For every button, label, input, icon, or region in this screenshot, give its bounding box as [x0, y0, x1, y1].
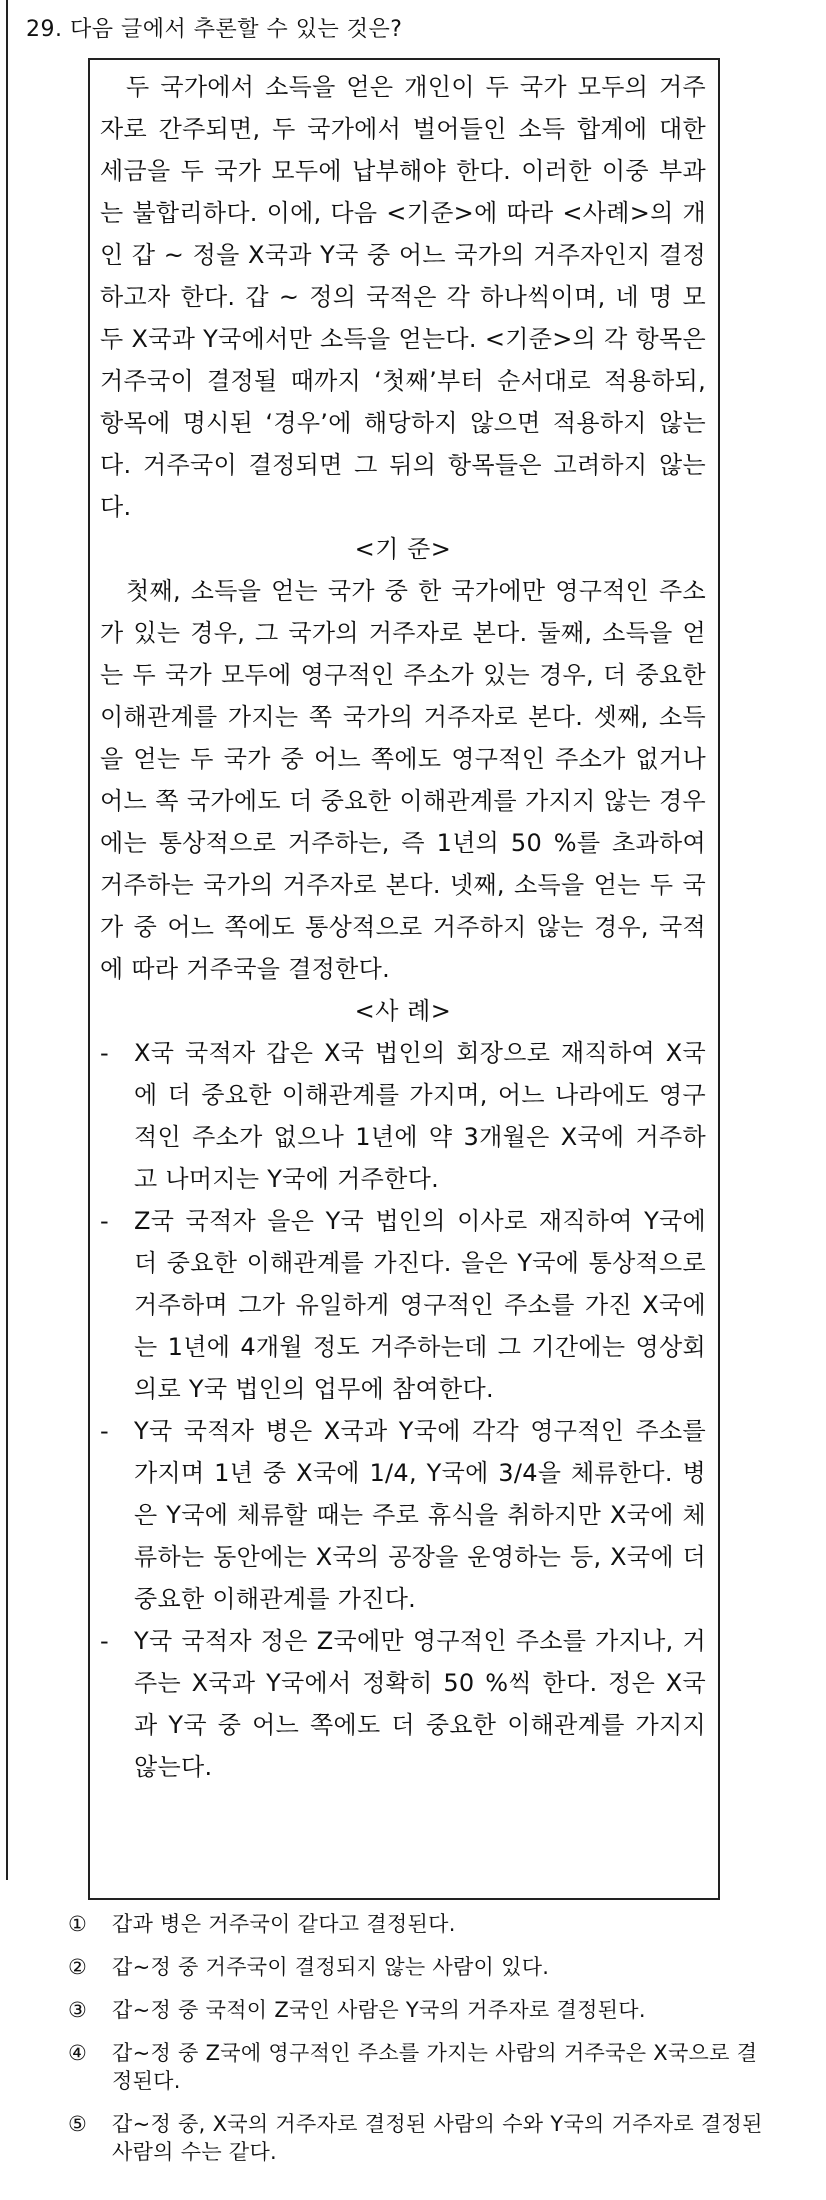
- left-margin-rule: [6, 0, 8, 1880]
- case-dash: -: [100, 1207, 109, 1235]
- choice-number: ③: [68, 1998, 88, 2022]
- case-item-gap: [100, 1032, 706, 1200]
- choice-text: 갑과 병은 거주국이 같다고 결정된다.: [112, 1912, 456, 1936]
- question-stem: 29. 다음 글에서 추론할 수 있는 것은?: [26, 17, 403, 42]
- case-dash: -: [100, 1627, 109, 1655]
- choice-text: 갑~정 중 Z국에 영구적인 주소를 가지는 사람의 거주국은 X국으로 결정된다.: [112, 2041, 758, 2093]
- criteria-title: <기 준>: [354, 535, 452, 563]
- cases-list: [100, 1032, 706, 1788]
- case-text: Y국 국적자 정은 Z국에만 영구적인 주소를 가지나, 거주는 X국과 Y국에서 정확히 50 %씩 한다. 정은 X국과 Y국 중 어느 쪽에도 더 중요한 이해관계를 가지지 않는다.: [134, 1627, 706, 1781]
- choice-4[interactable]: [68, 2039, 768, 2095]
- choice-number: ②: [68, 1955, 88, 1979]
- choice-2[interactable]: [68, 1953, 768, 1981]
- cases-title: <사 례>: [354, 997, 452, 1025]
- choice-text: 갑~정 중, X국의 거주자로 결정된 사람의 수와 Y국의 거주자로 결정된 사람의 수는 같다.: [112, 2112, 763, 2164]
- passage-intro: 두 국가에서 소득을 얻은 개인이 두 국가 모두의 거주자로 간주되면, 두 국가에서 벌어들인 소득 합계에 대한 세금을 두 국가 모두에 납부해야 한다. 이러한 이중 부과는 불합리하다. 이에, 다음 <기준>에 따라 <사례>의 개인 갑 ~ 정을 X국과 Y국 중 어느 국가의 거주자인지 결정하고자 한다. 갑 ~ 정의 국적은 각 하나씩이며, 네 명 모두 X국과 Y국에서만 소득을 얻는다. <기준>의 각 항목은 거주국이 결정될 때까지 ‘첫째’부터 순서대로 적용하되, 항목에 명시된 ‘경우’에 해당하지 않으면 적용하지 않는다. 거주국이 결정되면 그 뒤의 항목들은 고려하지 않는다.: [100, 73, 706, 521]
- choice-1[interactable]: [68, 1910, 768, 1938]
- choice-5[interactable]: [68, 2110, 768, 2166]
- choice-number: ①: [68, 1912, 88, 1936]
- choice-3[interactable]: [68, 1996, 768, 2024]
- choice-text: 갑~정 중 거주국이 결정되지 않는 사람이 있다.: [112, 1955, 550, 1979]
- case-dash: -: [100, 1039, 109, 1067]
- choice-number: ⑤: [68, 2112, 88, 2136]
- case-text: X국 국적자 갑은 X국 법인의 회장으로 재직하여 X국에 더 중요한 이해관계를 가지며, 어느 나라에도 영구적인 주소가 없으나 1년에 약 3개월은 X국에 거주하고 나머지는 Y국에 거주한다.: [134, 1039, 706, 1193]
- answer-choices: [68, 1910, 768, 2181]
- case-text: Y국 국적자 병은 X국과 Y국에 각각 영구적인 주소를 가지며 1년 중 X국에 1/4, Y국에 3/4을 체류한다. 병은 Y국에 체류할 때는 주로 휴식을 취하지만 X국에 체류하는 동안에는 X국의 공장을 운영하는 등, X국에 더 중요한 이해관계를 가진다.: [134, 1417, 706, 1613]
- case-item-eul: [100, 1200, 706, 1410]
- case-item-jeong: [100, 1620, 706, 1788]
- choice-text: 갑~정 중 국적이 Z국인 사람은 Y국의 거주자로 결정된다.: [112, 1998, 646, 2022]
- case-item-byeong: [100, 1410, 706, 1620]
- passage-box: [88, 58, 720, 1900]
- case-dash: -: [100, 1417, 109, 1445]
- case-text: Z국 국적자 을은 Y국 법인의 이사로 재직하여 Y국에 더 중요한 이해관계를 가진다. 을은 Y국에 통상적으로 거주하며 그가 유일하게 영구적인 주소를 가진 X국에는 1년에 4개월 정도 거주하는데 그 기간에는 영상회의로 Y국 법인의 업무에 참여한다.: [134, 1207, 706, 1403]
- criteria-text: 첫째, 소득을 얻는 국가 중 한 국가에만 영구적인 주소가 있는 경우, 그 국가의 거주자로 본다. 둘째, 소득을 얻는 두 국가 모두에 영구적인 주소가 있는 경우, 더 중요한 이해관계를 가지는 쪽 국가의 거주자로 본다. 셋째, 소득을 얻는 두 국가 중 어느 쪽에도 영구적인 주소가 없거나 어느 쪽 국가에도 더 중요한 이해관계를 가지지 않는 경우에는 통상적으로 거주하는, 즉 1년의 50 %를 초과하여 거주하는 국가의 거주자로 본다. 넷째, 소득을 얻는 두 국가 중 어느 쪽에도 통상적으로 거주하지 않는 경우, 국적에 따라 거주국을 결정한다.: [100, 577, 706, 983]
- choice-number: ④: [68, 2041, 88, 2065]
